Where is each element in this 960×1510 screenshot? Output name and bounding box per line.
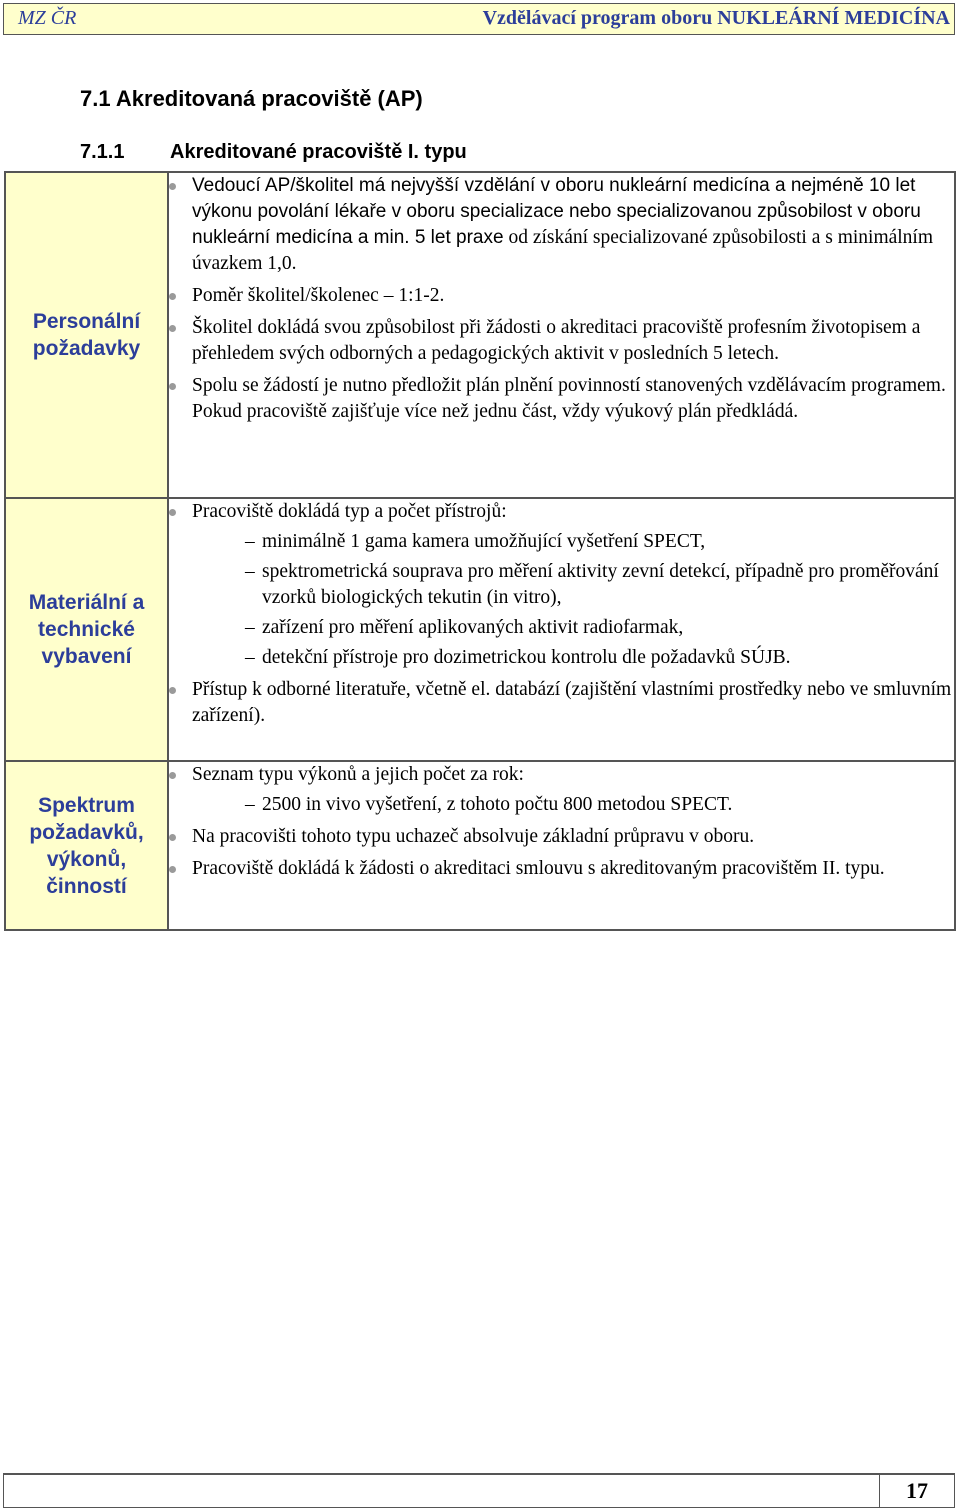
section-heading: 7.1 Akreditovaná pracoviště (AP) [80,86,423,111]
sub-list-item: – minimálně 1 gama kamera umožňující vyšetření SPECT, [192,529,954,555]
list-item: Pracoviště dokládá typ a počet přístrojů: – minimálně 1 gama kamera umožňující vyšetření SPECT, – spektrometrická souprava pro měření aktivity zevní detekcí, případně pro proměřování vzorků biologických tekutin (in vitro), – zařízení pro měření aplikovaných aktivit radiofarmak, – detekční přístroje pro dozimetrickou kontrolu dle požadavků SÚJB. [169,499,954,671]
dash-icon: – [245,531,255,552]
table-row [5,761,955,930]
sub-list-item: – zařízení pro měření aplikovaných aktivit radiofarmak, [192,615,954,641]
bullet-icon [169,383,176,390]
row-content-equipment [168,498,955,761]
row-label-personnel: Personální požadavky [5,172,168,498]
bullet-icon [169,293,176,300]
row-content-personnel [168,172,955,498]
sub-list-item: – 2500 in vivo vyšetření, z tohoto počtu 800 metodou SPECT. [192,792,954,818]
list-item: Školitel dokládá svou způsobilost při žádosti o akreditaci pracoviště profesním životopisem a přehledem svých odborných a pedagogických aktivit v posledních 5 letech. [169,315,954,367]
sub-list-item: – detekční přístroje pro dozimetrickou kontrolu dle požadavků SÚJB. [192,645,954,671]
bullet-icon [169,687,176,694]
subsection-title: Akreditované pracoviště I. typu [170,141,467,163]
bullet-icon [169,509,176,516]
bullet-icon [169,772,176,779]
list-item: Poměr školitel/školenec – 1:1-2. [169,283,954,309]
dash-icon: – [245,561,255,582]
dash-icon: – [245,647,255,668]
list-item: Na pracovišti tohoto typu uchazeč absolvuje základní průpravu v oboru. [169,824,954,850]
bullet-icon [169,325,176,332]
row-content-spectrum [168,761,955,930]
row-label-equipment: Materiální a technické vybavení [5,498,168,761]
list-item: Pracoviště dokládá k žádosti o akreditaci smlouvu s akreditovaným pracovištěm II. typu. [169,856,954,882]
table-row [5,498,955,761]
bullet-icon [169,866,176,873]
page-number: 17 [906,1478,928,1503]
list-item: Přístup k odborné literatuře, včetně el. databází (zajištění vlastními prostředky nebo ve smluvním zařízení). [169,677,954,729]
row-label-spectrum: Spektrum požadavků, výkonů, činností [5,761,168,930]
list-item: Vedoucí AP/školitel má nejvyšší vzdělání v oboru nukleární medicína a nejméně 10 let výkonu povolání lékaře v oboru specializace nebo specializovanou způsobilost v oboru nukleární medicína a min. 5 let praxe od získání specializované způsobilosti a s minimálním úvazkem 1,0. [169,173,954,277]
bullet-icon [169,183,176,190]
page-footer [3,1473,955,1508]
dash-icon: – [245,794,255,815]
list-item: Seznam typu výkonů a jejich počet za rok: – 2500 in vivo vyšetření, z tohoto počtu 800 metodou SPECT. [169,762,954,818]
header-ministry: MZ ČR [18,7,77,29]
header-program-title: Vzdělávací program oboru NUKLEÁRNÍ MEDICÍNA [482,7,950,29]
sub-list-item: – spektrometrická souprava pro měření aktivity zevní detekcí, případně pro proměřování vzorků biologických tekutin (in vitro), [245,561,939,608]
list-item: Spolu se žádostí je nutno předložit plán plnění povinností stanovených vzdělávacím programem. Pokud pracoviště zajišťuje více než jednu část, vždy výukový plán předkládá. [169,373,954,425]
table-row [5,172,955,498]
requirements-table [4,171,956,931]
subsection-number: 7.1.1 [80,141,125,163]
bullet-icon [169,834,176,841]
running-header [3,3,955,35]
dash-icon: – [245,617,255,638]
